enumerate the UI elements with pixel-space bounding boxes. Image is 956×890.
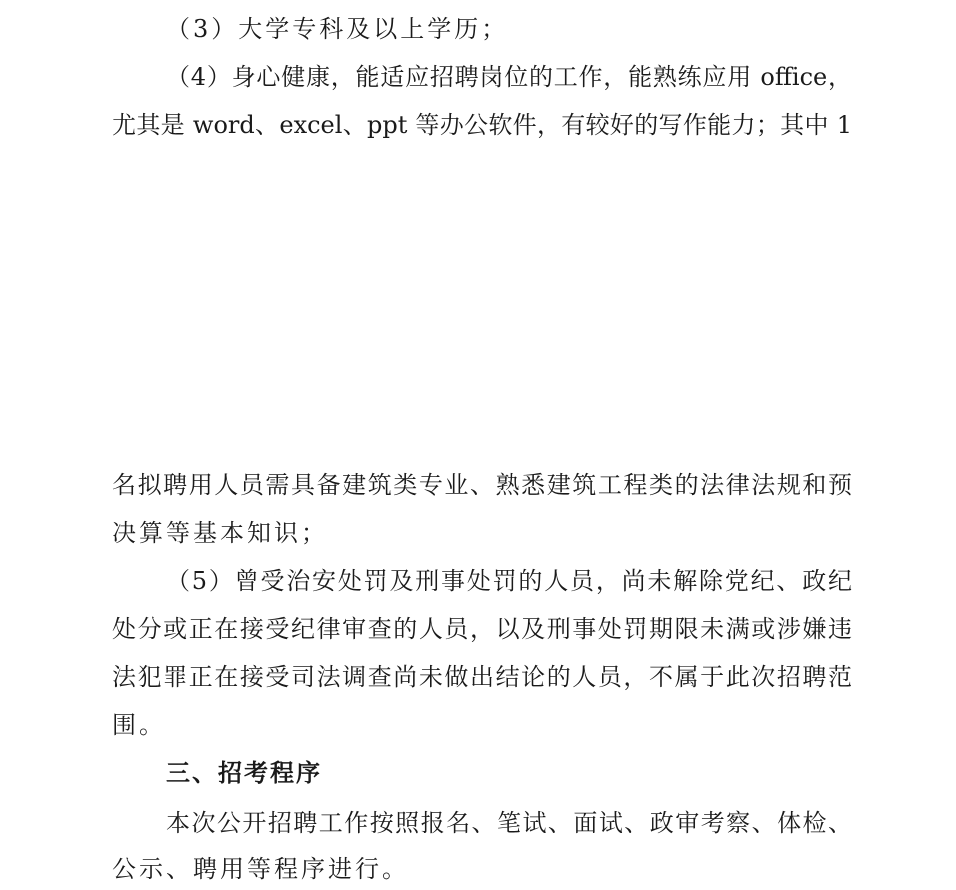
item-3-text: （3）大学专科及以上学历； — [166, 15, 509, 43]
closing-text-line-1: 本次公开招聘工作按照报名、笔试、面试、政审考察、体检、 — [166, 809, 852, 837]
closing-text-line-2: 公示、聘用等程序进行。 — [112, 855, 409, 883]
item-5-text-line-2: 处分或正在接受纪律审查的人员，以及刑事处罚期限未满或涉嫌违 — [112, 615, 852, 643]
item-4-text-line-1: （4）身心健康，能适应招聘岗位的工作，能熟练应用 office， — [166, 63, 852, 91]
section-heading: 三、招考程序 — [166, 759, 322, 787]
item-5-text-line-4: 围。 — [112, 711, 166, 739]
item-4-text-line-3: 名拟聘用人员需具备建筑类专业、熟悉建筑工程类的法律法规和预 — [112, 471, 852, 499]
item-4-text-line-2: 尤其是 word、excel、ppt 等办公软件，有较好的写作能力；其中 1 — [112, 111, 852, 139]
item-5-text-line-3: 法犯罪正在接受司法调查尚未做出结论的人员，不属于此次招聘范 — [112, 663, 852, 691]
item-5-text-line-1: （5）曾受治安处罚及刑事处罚的人员，尚未解除党纪、政纪 — [166, 567, 852, 595]
item-4-text-line-4: 决算等基本知识； — [112, 519, 328, 547]
